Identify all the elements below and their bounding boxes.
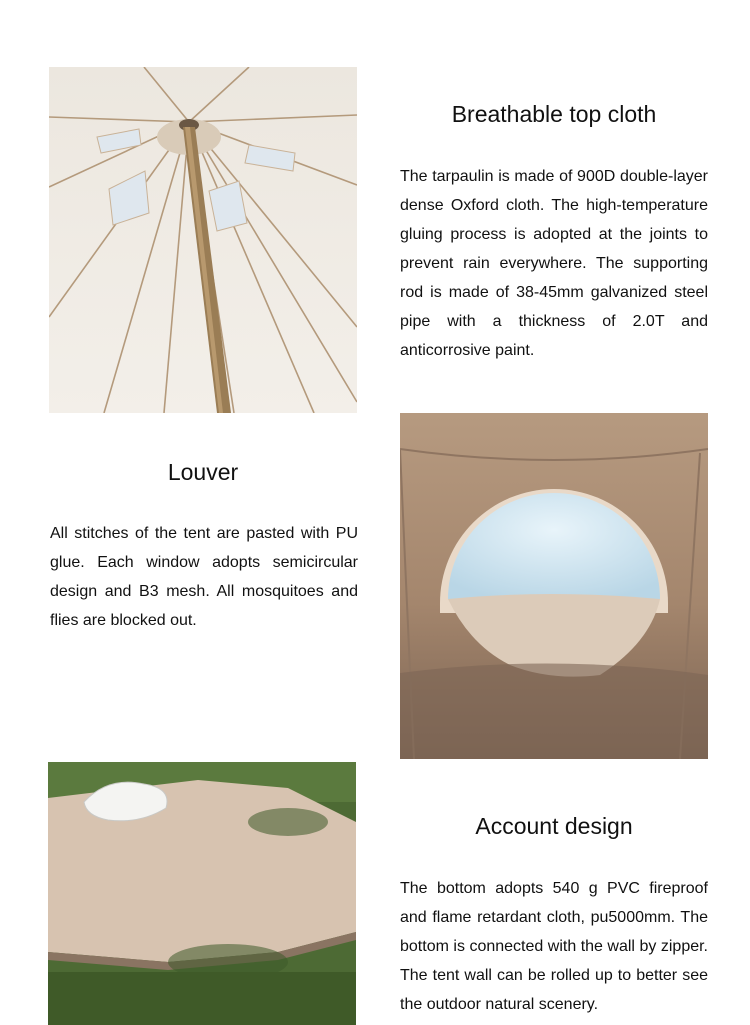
section-heading-account: Account design xyxy=(475,813,633,839)
section-heading-louver: Louver xyxy=(167,459,239,485)
tent-groundsheet-photo xyxy=(48,762,356,1025)
tent-ceiling-illustration xyxy=(49,67,357,413)
section-text-louver: All stitches of the tent are pasted with PU glue. Each window adopts semicircular design and B3 mesh. All mosquitoes and flies are blocked out. xyxy=(50,525,358,629)
section-heading-top-cloth: Breathable top cloth xyxy=(451,101,657,127)
section-text-account: The bottom adopts 540 g PVC fireproof and flame retardant cloth, pu5000mm. The bottom is connected with the wall by zipper. The tent wall can be rolled up to better see the outdoor natural scenery. xyxy=(400,880,708,1013)
tent-groundsheet-illustration xyxy=(48,762,356,1025)
tent-window-illustration xyxy=(400,413,708,759)
section-text-top-cloth: The tarpaulin is made of 900D double-layer dense Oxford cloth. The high-temperature gluing process is adopted at the joints to prevent rain everywhere. The supporting rod is made of 38-45mm galvanized steel pipe with a thickness of 2.0T and anticorrosive paint. xyxy=(400,168,708,359)
tent-window-photo xyxy=(400,413,708,759)
tent-ceiling-photo xyxy=(49,67,357,413)
